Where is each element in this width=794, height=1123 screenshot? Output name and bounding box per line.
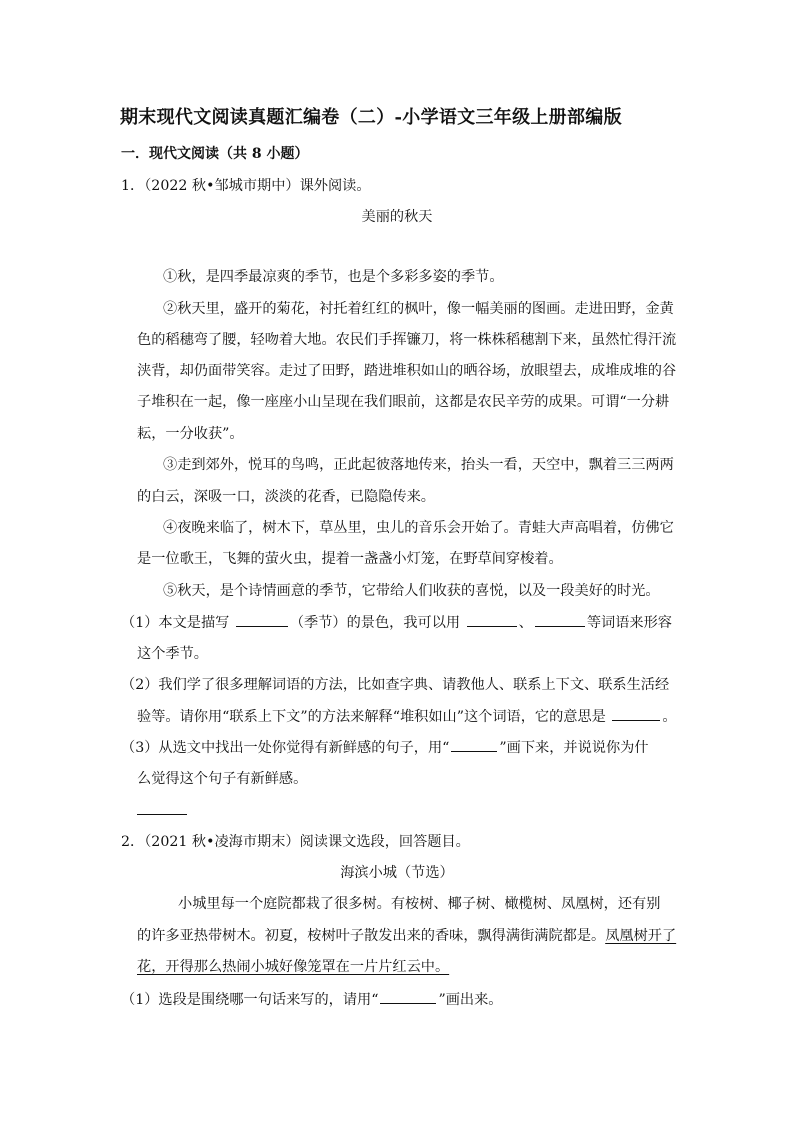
question-1-sub-2-line-2 [137,706,677,727]
question-1-sub-3-line-2: 么觉得这个句子有新鲜感。 [137,771,308,787]
passage-1-paragraph-3-line-1: ③走到郊外，悦耳的鸟鸣，正此起彼落地传来，抬头一看，天空中，飘着三三两两 [163,457,674,473]
question-1-header: 1．（2022 秋•邹城市期中）课外阅读。 [121,178,371,194]
passage-1-paragraph-2-line-3: 浃背，却仍面带笑容。走过了田野，踏进堆积如山的晒谷场，放眼望去，成堆成堆的谷 [137,363,677,379]
question-1-sub-1-text-d: 等词语来形容 [586,615,672,631]
passage-1-paragraph-3-line-2: 的白云，深吸一口，淡淡的花香，已隐隐传来。 [137,489,435,505]
question-2-sub-1-text-a: （1）选段是围绕哪一句话来写的，请用“ [121,992,379,1008]
question-1-sub-2-text-b: 。 [662,709,677,725]
passage-2-line-1: 小城里每一个庭院都栽了很多树。有桉树、椰子树、橄榄树、凤凰树，还有别 [178,896,661,912]
answer-blank-sentence[interactable] [137,814,187,815]
passage-1-paragraph-2-line-5: 耘，一分收获”。 [137,426,244,442]
passage-1-paragraph-2-line-2: 色的稻穗弯了腰，轻吻着大地。农民们手挥镰刀，将一株株稻穗割下来，虽然忙得汗流 [137,332,677,348]
page-title: 期末现代文阅读真题汇编卷（二）-小学语文三年级上册部编版 [120,107,622,128]
question-1-sub-3-text-a: （3）从选文中找出一处你觉得有新鲜感的句子，用“ [121,740,450,756]
passage-1-paragraph-2-line-1: ②秋天里，盛开的菊花，衬托着红红的枫叶，像一幅美丽的图画。走进田野，金黄 [163,301,674,317]
passage-1-title: 美丽的秋天 [361,209,433,225]
question-1-sub-2-text-a: 验等。请你用“联系上下文”的方法来解释“堆积如山”这个词语，它的意思是 [137,709,611,725]
underline-sample-2 [380,989,436,1004]
question-1-sub-1-line-2: 这个季节。 [137,646,208,662]
answer-blank-meaning[interactable] [612,706,660,721]
question-1-sub-2-line-1: （2）我们学了很多理解词语的方法，比如查字典、请教他人、联系上下文、联系生活经 [121,677,670,693]
answer-blank-season[interactable] [236,612,288,627]
answer-blank-word-2[interactable] [535,612,585,627]
question-1-sub-1-text-a: （1）本文是描写 [121,615,234,631]
question-1-sub-3 [121,737,649,758]
underlined-topic-sentence-end: 花，开得那么热闹小城好像笼罩在一片片红云中。 [137,959,450,975]
question-2-sub-1-text-b: ”画出来。 [438,992,503,1008]
question-1-sub-1-text-c: 、 [518,615,533,631]
passage-2-line-2 [137,926,676,946]
question-1-sub-3-text-b: ”画下来，并说说你为什 [499,740,649,756]
passage-2-line-2-text: 的许多亚热带树木。初夏，桉树叶子散发出来的香味，飘得满街满院都是。 [137,928,606,944]
passage-1-paragraph-4-line-2: 是一位歌王，飞舞的萤火虫，提着一盏盏小灯笼，在野草间穿梭着。 [137,551,563,567]
passage-1-paragraph-4-line-1: ④夜晚来临了，树木下，草丛里，虫儿的音乐会开始了。青蛙大声高唱着，仿佛它 [163,520,674,536]
question-1-sub-1-text-b: （季节）的景色，我可以用 [289,615,465,631]
question-2-header: 2．（2021 秋•凌海市期末）阅读课文选段，回答题目。 [121,834,470,850]
question-1-sub-1 [121,612,672,633]
passage-1-paragraph-5: ⑤秋天，是个诗情画意的季节，它带给人们收获的喜悦，以及一段美好的时光。 [163,583,660,599]
passage-1-paragraph-2-line-4: 子堆积在一起，像一座座小山呈现在我们眼前，这都是农民辛劳的成果。可谓“一分耕 [137,394,670,410]
underlined-topic-sentence-start: 凤凰树开了 [605,928,677,944]
underline-sample [451,737,497,752]
answer-blank-word-1[interactable] [467,612,517,627]
section-heading: 一．现代文阅读（共 8 小题） [121,146,309,162]
passage-1-paragraph-1: ①秋，是四季最凉爽的季节，也是个多彩多姿的季节。 [163,269,504,285]
question-2-sub-1 [121,989,502,1010]
passage-2-title: 海滨小城（节选） [340,865,454,881]
